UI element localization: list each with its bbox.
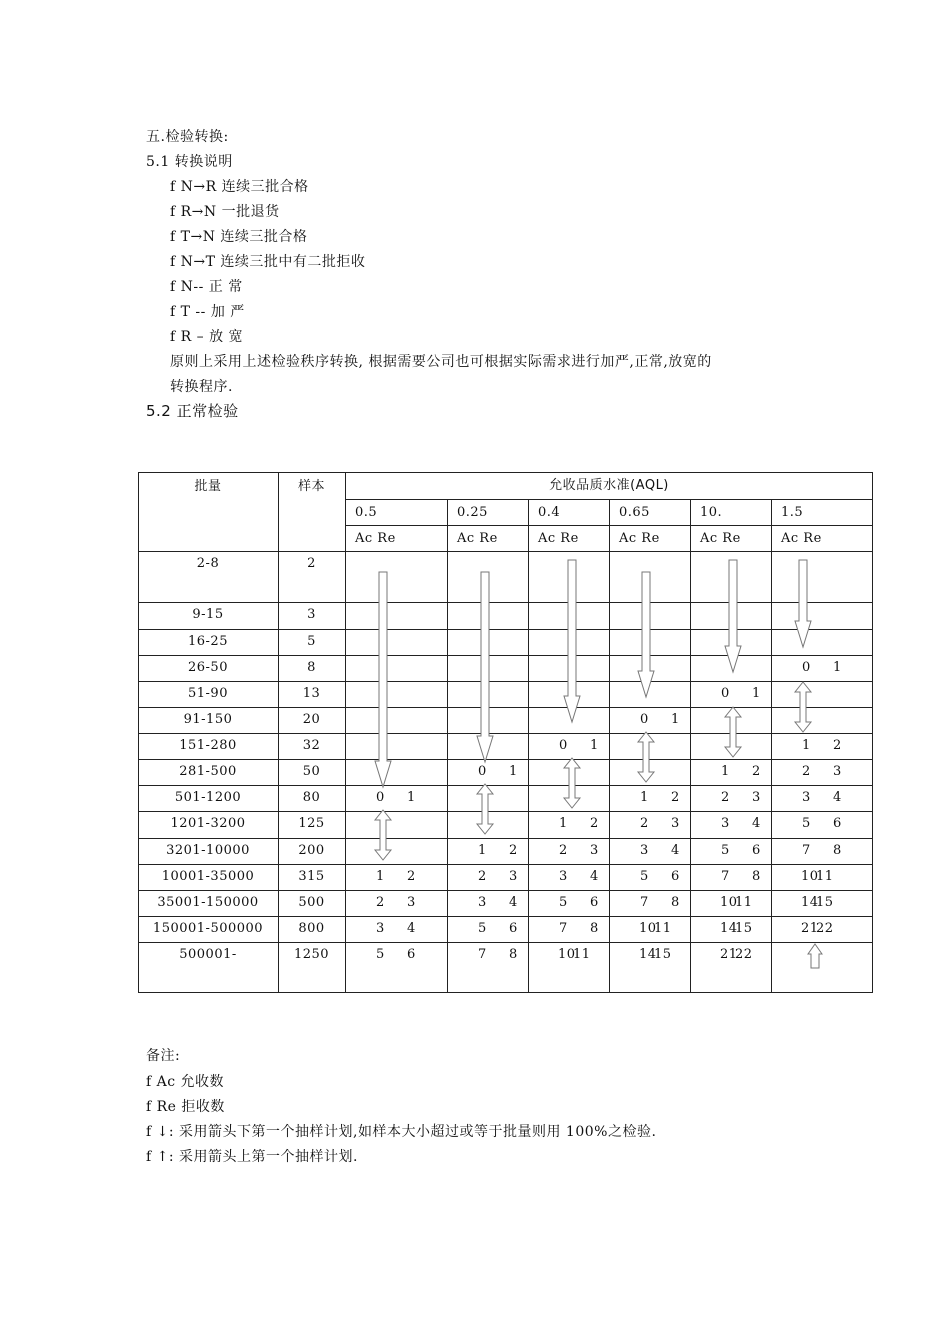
- re-value: 22: [735, 947, 753, 962]
- ac-value: 10: [801, 869, 819, 884]
- up-down-arrow-icon: [564, 758, 580, 808]
- sample-size-cell: 125: [298, 816, 325, 831]
- ac-value: 7: [478, 947, 487, 962]
- ac-value: 0: [721, 686, 730, 701]
- aql-level: 0.25: [457, 505, 488, 520]
- re-value: 3: [671, 816, 680, 831]
- up-down-arrow-icon: [638, 732, 654, 782]
- ac-value: 3: [376, 921, 385, 936]
- ac-value: 3: [721, 816, 730, 831]
- note-item: f ↓: 采用箭头下第一个抽样计划,如样本大小超过或等于批量则用 100%之检验.: [146, 1124, 657, 1140]
- lot-size-cell: 51-90: [188, 686, 228, 701]
- acre-label: Ac Re: [538, 531, 579, 546]
- ac-value: 14: [720, 921, 738, 936]
- lot-size-cell: 281-500: [179, 764, 237, 779]
- lot-size-cell: 150001-500000: [152, 921, 264, 936]
- re-value: 8: [752, 869, 761, 884]
- lot-size-cell: 10001-35000: [161, 869, 255, 884]
- ac-value: 1: [376, 869, 385, 884]
- aql-table: [138, 472, 873, 993]
- acre-label: Ac Re: [619, 531, 660, 546]
- ac-value: 5: [721, 843, 730, 858]
- ac-value: 10: [639, 921, 657, 936]
- lot-size-cell: 501-1200: [174, 790, 242, 805]
- ac-value: 2: [376, 895, 385, 910]
- subsection-title: 5.1 转换说明: [146, 154, 233, 170]
- sample-size-cell: 32: [302, 738, 321, 753]
- ac-value: 5: [559, 895, 568, 910]
- lot-size-cell: 3201-10000: [166, 843, 250, 858]
- rule-line: f N-- 正 常: [170, 279, 243, 295]
- header-aql: 允收品质水准(AQL): [549, 478, 669, 493]
- header-batch: 批量: [194, 479, 222, 494]
- up-arrow-icon: [808, 944, 822, 968]
- re-value: 15: [735, 921, 753, 936]
- note-item: f Ac 允收数: [146, 1074, 225, 1090]
- header-sample: 样本: [297, 479, 325, 494]
- re-value: 2: [833, 738, 842, 753]
- sample-size-cell: 80: [302, 790, 321, 805]
- re-value: 8: [833, 843, 842, 858]
- ac-value: 2: [721, 790, 730, 805]
- re-value: 6: [590, 895, 599, 910]
- re-value: 2: [752, 764, 761, 779]
- ac-value: 21: [801, 921, 819, 936]
- re-value: 1: [671, 712, 680, 727]
- re-value: 8: [671, 895, 680, 910]
- re-value: 1: [590, 738, 599, 753]
- up-down-arrow-icon: [725, 707, 741, 757]
- sample-size-cell: 5: [307, 634, 316, 649]
- ac-value: 3: [559, 869, 568, 884]
- note-item: f ↑: 采用箭头上第一个抽样计划.: [146, 1149, 358, 1165]
- acre-label: Ac Re: [457, 531, 498, 546]
- re-value: 2: [509, 843, 518, 858]
- re-value: 15: [816, 895, 834, 910]
- sample-size-cell: 200: [298, 843, 325, 858]
- ac-value: 3: [478, 895, 487, 910]
- down-arrow-icon: [375, 572, 391, 787]
- re-value: 1: [509, 764, 518, 779]
- ac-value: 2: [478, 869, 487, 884]
- ac-value: 14: [801, 895, 819, 910]
- sample-size-cell: 2: [307, 556, 316, 571]
- ac-value: 2: [802, 764, 811, 779]
- re-value: 6: [407, 947, 416, 962]
- re-value: 3: [407, 895, 416, 910]
- aql-level: 0.4: [538, 505, 561, 520]
- re-value: 11: [654, 921, 672, 936]
- aql-level: 10.: [700, 505, 723, 520]
- ac-value: 0: [640, 712, 649, 727]
- sample-size-cell: 8: [307, 660, 316, 675]
- re-value: 1: [833, 660, 842, 675]
- ac-value: 5: [478, 921, 487, 936]
- up-down-arrow-icon: [477, 784, 493, 834]
- re-value: 6: [671, 869, 680, 884]
- down-arrow-icon: [564, 560, 580, 722]
- acre-label: Ac Re: [781, 531, 822, 546]
- ac-value: 21: [720, 947, 738, 962]
- ac-value: 1: [721, 764, 730, 779]
- sample-size-cell: 50: [302, 764, 321, 779]
- subsection-title: 5.2 正常检验: [146, 402, 239, 420]
- ac-value: 5: [640, 869, 649, 884]
- lot-size-cell: 9-15: [192, 607, 224, 622]
- ac-value: 2: [559, 843, 568, 858]
- re-value: 2: [671, 790, 680, 805]
- aql-level: 0.65: [619, 505, 650, 520]
- rule-line: f N→R 连续三批合格: [170, 179, 309, 195]
- re-value: 4: [833, 790, 842, 805]
- ac-value: 1: [802, 738, 811, 753]
- acre-label: Ac Re: [700, 531, 741, 546]
- rule-line: f T -- 加 严: [170, 304, 245, 320]
- ac-value: 7: [802, 843, 811, 858]
- aql-level: 0.5: [355, 505, 378, 520]
- re-value: 11: [816, 869, 834, 884]
- acre-label: Ac Re: [355, 531, 396, 546]
- up-down-arrow-icon: [375, 810, 391, 860]
- down-arrow-icon: [795, 560, 811, 647]
- ac-value: 1: [478, 843, 487, 858]
- principle-text: 转换程序.: [170, 379, 233, 395]
- rule-line: f N→T 连续三批中有二批拒收: [170, 254, 366, 270]
- ac-value: 1: [559, 816, 568, 831]
- lot-size-cell: 151-280: [179, 738, 237, 753]
- re-value: 11: [573, 947, 591, 962]
- ac-value: 3: [802, 790, 811, 805]
- ac-value: 0: [559, 738, 568, 753]
- re-value: 3: [752, 790, 761, 805]
- re-value: 8: [509, 947, 518, 962]
- ac-value: 7: [640, 895, 649, 910]
- ac-value: 5: [802, 816, 811, 831]
- re-value: 4: [590, 869, 599, 884]
- re-value: 8: [590, 921, 599, 936]
- re-value: 4: [671, 843, 680, 858]
- table-grid: [138, 472, 873, 993]
- re-value: 2: [407, 869, 416, 884]
- ac-value: 1: [640, 790, 649, 805]
- down-arrow-icon: [638, 572, 654, 697]
- sample-size-cell: 3: [307, 607, 316, 622]
- lot-size-cell: 16-25: [188, 634, 228, 649]
- notes-title: 备注:: [146, 1048, 181, 1064]
- re-value: 1: [407, 790, 416, 805]
- section-title: 五.检验转换:: [146, 129, 229, 145]
- sample-size-cell: 20: [302, 712, 321, 727]
- ac-value: 0: [802, 660, 811, 675]
- re-value: 4: [509, 895, 518, 910]
- ac-value: 10: [558, 947, 576, 962]
- rule-line: f R→N 一批退货: [170, 204, 280, 220]
- down-arrow-icon: [725, 560, 741, 672]
- re-value: 6: [509, 921, 518, 936]
- lot-size-cell: 500001-: [179, 947, 237, 962]
- re-value: 15: [654, 947, 672, 962]
- ac-value: 5: [376, 947, 385, 962]
- rule-line: f T→N 连续三批合格: [170, 229, 308, 245]
- principle-text: 原则上采用上述检验秩序转换, 根据需要公司也可根据实际需求进行加严,正常,放宽的: [170, 354, 712, 370]
- ac-value: 10: [720, 895, 738, 910]
- sample-size-cell: 800: [298, 921, 325, 936]
- ac-value: 7: [559, 921, 568, 936]
- re-value: 6: [833, 816, 842, 831]
- ac-value: 7: [721, 869, 730, 884]
- note-item: f Re 拒收数: [146, 1099, 225, 1115]
- lot-size-cell: 2-8: [196, 556, 220, 571]
- ac-value: 3: [640, 843, 649, 858]
- lot-size-cell: 35001-150000: [157, 895, 259, 910]
- re-value: 4: [407, 921, 416, 936]
- re-value: 3: [590, 843, 599, 858]
- re-value: 2: [590, 816, 599, 831]
- sample-size-cell: 315: [298, 869, 325, 884]
- sample-size-cell: 13: [302, 686, 321, 701]
- table-border: [139, 473, 873, 993]
- ac-value: 2: [640, 816, 649, 831]
- re-value: 6: [752, 843, 761, 858]
- lot-size-cell: 1201-3200: [170, 816, 246, 831]
- lot-size-cell: 91-150: [183, 712, 233, 727]
- re-value: 3: [509, 869, 518, 884]
- ac-value: 0: [376, 790, 385, 805]
- re-value: 3: [833, 764, 842, 779]
- lot-size-cell: 26-50: [188, 660, 228, 675]
- sample-size-cell: 1250: [293, 947, 330, 962]
- aql-level: 1.5: [781, 505, 804, 520]
- ac-value: 0: [478, 764, 487, 779]
- re-value: 22: [816, 921, 834, 936]
- sample-size-cell: 500: [298, 895, 325, 910]
- re-value: 1: [752, 686, 761, 701]
- re-value: 4: [752, 816, 761, 831]
- rule-line: f R – 放 宽: [170, 329, 244, 345]
- ac-value: 14: [639, 947, 657, 962]
- re-value: 11: [735, 895, 753, 910]
